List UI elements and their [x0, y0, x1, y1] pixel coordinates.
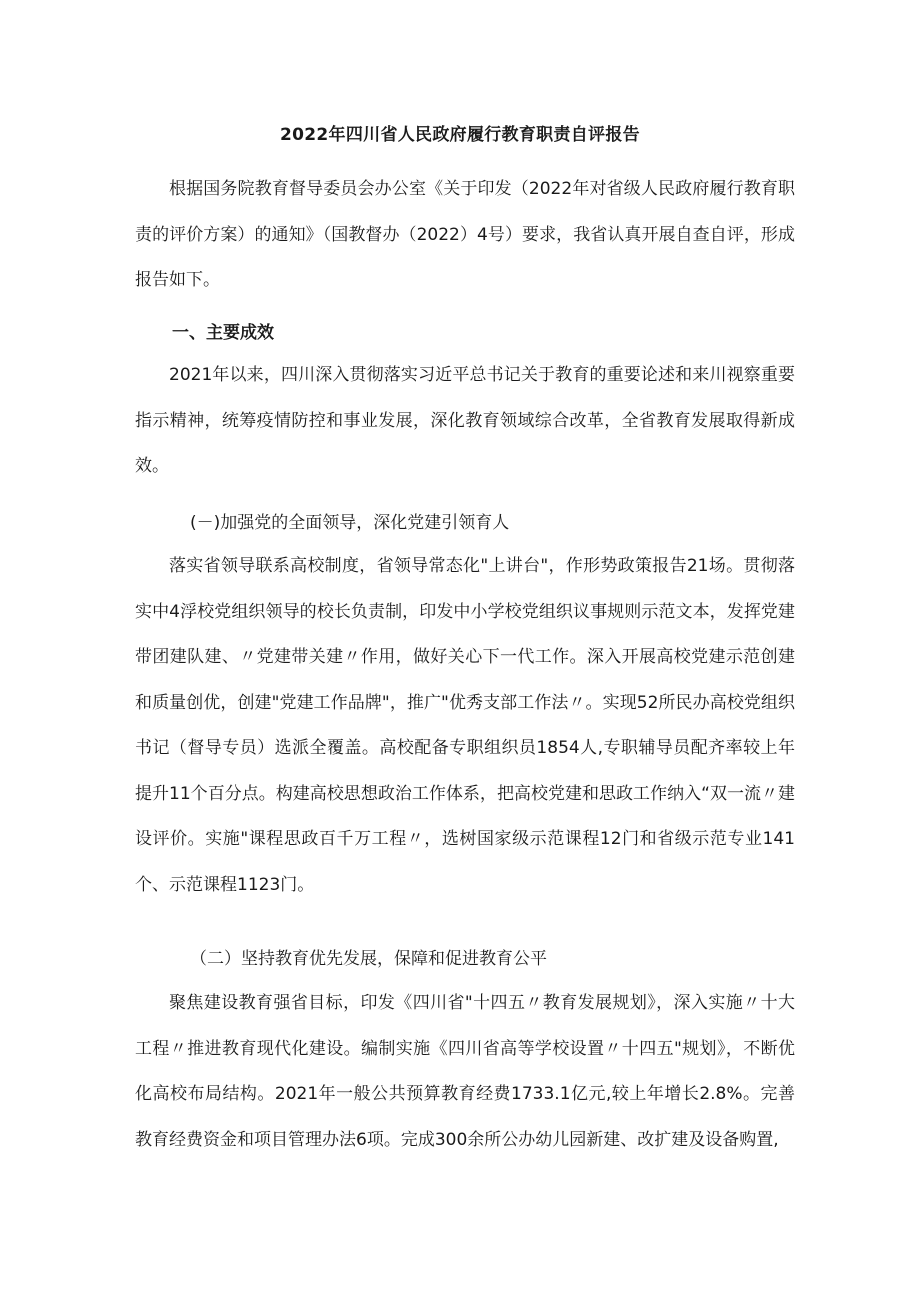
document-title: 2022年四川省人民政府履行教育职责自评报告 [280, 125, 640, 145]
subsection2-paragraph: 聚焦建设教育强省目标，印发《四川省"十四五〃教育发展规划》，深入实施〃十大工程〃推进教育现代化建设。编制实施《四川省高等学校设置〃十四五"规划》，不断优化高校布局结构。2021年一般公共预算教育经费1733.1亿元,较上年增长2.8%。完善教育经费资金和项目管理办法6项。完成300余所公办幼儿园新建、改扩建及设备购置, [135, 993, 795, 1150]
subsection-heading-party-leadership: (－)加强党的全面领导，深化党建引领育人 [190, 513, 510, 533]
section1-paragraph: 2021年以来，四川深入贯彻落实习近平总书记关于教育的重要论述和来川视察重要指示精神，统筹疫情防控和事业发展，深化教育领域综合改革，全省教育发展取得新成效。 [135, 365, 795, 476]
intro-paragraph: 根据国务院教育督导委员会办公室《关于印发（2022年对省级人民政府履行教育职责的评价方案）的通知》（国教督办（2022）4号）要求，我省认真开展自查自评，形成报告如下。 [135, 179, 795, 290]
section-heading-main-achievements: 一、主要成效 [172, 323, 274, 343]
subsection-heading-education-priority: （二）坚持教育优先发展，保障和促进教育公平 [190, 949, 547, 969]
subsection1-paragraph: 落实省领导联系高校制度，省领导常态化"上讲台"，作形势政策报告21场。贯彻落实中4浮校党组织领导的校长负责制，印发中小学校党组织议事规则示范文本，发挥党建带团建队建、〃党建带关建〃作用，做好关心下一代工作。深入开展高校党建示范创建和质量创优，创建"党建工作品牌"，推广"优秀支部工作法〃。实现52所民办高校党组织书记（督导专员）选派全覆盖。高校配备专职组织员1854人,专职辅导员配齐率较上年提升11个百分点。构建高校思想政治工作体系，把高校党建和思政工作纳入“双一流〃建设评价。实施"课程思政百千万工程〃，选树国家级示范课程12门和省级示范专业141个、示范课程1123门。 [135, 556, 795, 895]
